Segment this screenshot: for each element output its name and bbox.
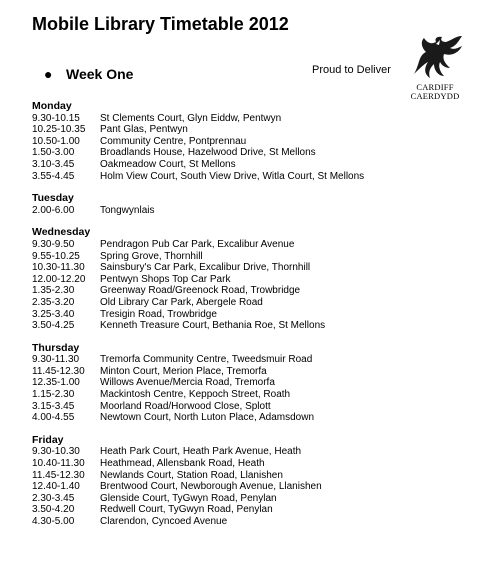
schedule-row <box>32 446 364 458</box>
day-section-monday <box>32 101 364 182</box>
schedule-row <box>32 239 364 251</box>
stop-time: 3.50-4.20 <box>32 504 75 516</box>
logo-text-caerdydd: CAERDYDD <box>410 91 460 101</box>
day-section-tuesday <box>32 193 364 216</box>
schedule-row <box>32 493 364 505</box>
stop-location: Holm View Court, South View Drive, Witla Court, St Mellons <box>100 170 365 182</box>
stop-time: 9.55-10.25 <box>32 250 80 262</box>
stop-location: St Clements Court, Glyn Eiddw, Pentwyn <box>100 112 282 124</box>
schedule-row <box>32 354 364 366</box>
day-heading: Tuesday <box>32 192 74 205</box>
stop-location: Tresigin Road, Trowbridge <box>100 308 217 320</box>
stop-time: 12.40-1.40 <box>32 481 80 493</box>
stop-time: 1.50-3.00 <box>32 147 75 159</box>
day-heading: Thursday <box>32 341 80 354</box>
logo-text-cardiff: CARDIFF <box>416 82 454 92</box>
stop-location: Pentwyn Shops Top Car Park <box>100 273 231 285</box>
schedule-row <box>32 136 364 148</box>
schedule-row <box>32 113 364 125</box>
page-title: Mobile Library Timetable 2012 <box>32 14 289 34</box>
stop-location: Willows Avenue/Mercia Road, Tremorfa <box>100 377 275 389</box>
schedule-row <box>32 458 364 470</box>
stop-location: Old Library Car Park, Abergele Road <box>100 296 263 308</box>
stop-time: 12.35-1.00 <box>32 377 80 389</box>
schedule-row <box>32 124 364 136</box>
day-heading: Monday <box>32 100 72 112</box>
day-section-thursday <box>32 343 364 424</box>
stop-time: 3.25-3.40 <box>32 308 75 320</box>
stop-time: 4.00-4.55 <box>32 412 75 424</box>
day-heading: Friday <box>32 433 64 446</box>
schedule-row <box>32 274 364 286</box>
schedule-row <box>32 401 364 413</box>
schedule-row <box>32 481 364 493</box>
stop-location: Broadlands House, Hazelwood Drive, St Mellons <box>100 147 316 159</box>
tagline: Proud to Deliver <box>312 64 391 76</box>
stop-location: Pant Glas, Pentwyn <box>100 124 188 136</box>
stop-time: 9.30-10.30 <box>32 446 80 458</box>
stop-time: 10.50-1.00 <box>32 135 80 147</box>
stop-time: 1.35-2.30 <box>32 285 75 297</box>
stop-time: 1.15-2.30 <box>32 389 75 401</box>
stop-time: 9.30-11.30 <box>32 354 80 366</box>
week-label: Week One <box>66 66 134 82</box>
stop-location: Spring Grove, Thornhill <box>100 250 203 262</box>
stop-time: 2.30-3.45 <box>32 492 75 504</box>
stop-time: 2.00-6.00 <box>32 204 75 216</box>
stop-time: 10.25-10.35 <box>32 124 86 136</box>
day-heading: Wednesday <box>32 226 91 239</box>
stop-location: Greenway Road/Greenock Road, Trowbridge <box>100 285 301 297</box>
stop-time: 3.50-4.25 <box>32 320 75 332</box>
timetable <box>32 101 364 539</box>
schedule-row <box>32 320 364 332</box>
stop-location: Tongwynlais <box>100 204 155 216</box>
stop-location: Newtown Court, North Luton Place, Adamsdown <box>100 412 314 424</box>
stop-time: 10.30-11.30 <box>32 262 85 274</box>
schedule-row <box>32 262 364 274</box>
bullet-icon: ● <box>44 66 53 82</box>
stop-time: 3.10-3.45 <box>32 158 75 170</box>
stop-time: 3.15-3.45 <box>32 400 75 412</box>
schedule-row <box>32 470 364 482</box>
stop-time: 9.30-9.50 <box>32 238 75 250</box>
stop-time: 4.30-5.00 <box>32 516 75 527</box>
schedule-row <box>32 147 364 159</box>
schedule-row <box>32 297 364 309</box>
schedule-row <box>32 171 364 183</box>
stop-location: Minton Court, Merion Place, Tremorfa <box>100 365 267 377</box>
stop-time: 10.40-11.30 <box>32 458 85 470</box>
schedule-row <box>32 285 364 297</box>
schedule-row <box>32 205 364 217</box>
week-heading <box>44 66 133 82</box>
stop-time: 12.00-12.20 <box>32 273 86 285</box>
stop-location: Oakmeadow Court, St Mellons <box>100 158 236 170</box>
schedule-row <box>32 159 364 171</box>
schedule-row <box>32 251 364 263</box>
council-logo <box>400 34 470 102</box>
stop-location: Redwell Court, TyGwyn Road, Penylan <box>100 504 273 516</box>
dragon-icon <box>406 34 464 80</box>
day-section-friday <box>32 435 364 528</box>
stop-location: Tremorfa Community Centre, Tweedsmuir Road <box>100 354 313 366</box>
schedule-row <box>32 366 364 378</box>
stop-location: Glenside Court, TyGwyn Road, Penylan <box>100 492 277 504</box>
schedule-row <box>32 309 364 321</box>
day-section-wednesday <box>32 227 364 331</box>
stop-time: 9.30-10.15 <box>32 112 80 124</box>
stop-time: 11.45-12.30 <box>32 365 85 377</box>
stop-location: Brentwood Court, Newborough Avenue, Llanishen <box>100 481 322 493</box>
stop-time: 11.45-12.30 <box>32 469 85 481</box>
stop-location: Pendragon Pub Car Park, Excalibur Avenue <box>100 238 295 250</box>
stop-time: 2.35-3.20 <box>32 296 75 308</box>
schedule-row <box>32 412 364 424</box>
stop-location: Sainsbury's Car Park, Excalibur Drive, Thornhill <box>100 262 311 274</box>
stop-location: Heathmead, Allensbank Road, Heath <box>100 458 265 470</box>
stop-location: Kenneth Treasure Court, Bethania Roe, St Mellons <box>100 320 326 332</box>
stop-location: Heath Park Court, Heath Park Avenue, Heath <box>100 446 302 458</box>
schedule-row <box>32 516 364 528</box>
stop-location: Moorland Road/Horwood Close, Splott <box>100 400 271 412</box>
schedule-row <box>32 377 364 389</box>
schedule-row <box>32 504 364 516</box>
stop-location: Clarendon, Cyncoed Avenue <box>100 516 228 527</box>
stop-location: Newlands Court, Station Road, Llanishen <box>100 469 283 481</box>
stop-time: 3.55-4.45 <box>32 170 75 182</box>
stop-location: Mackintosh Centre, Keppoch Street, Roath <box>100 389 291 401</box>
schedule-row <box>32 389 364 401</box>
stop-location: Community Centre, Pontprennau <box>100 135 247 147</box>
